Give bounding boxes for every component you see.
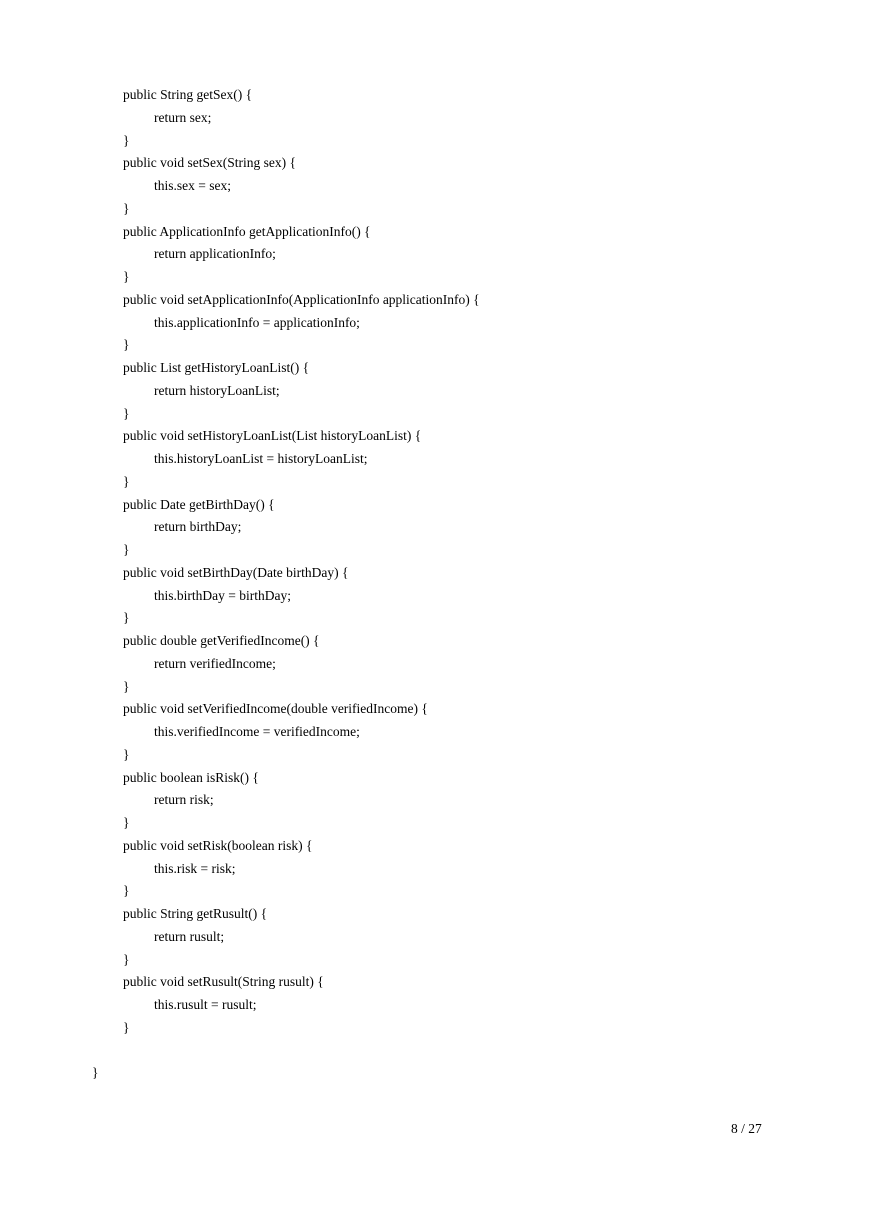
- class-closing-brace: }: [92, 1065, 99, 1080]
- code-line: }: [123, 269, 130, 284]
- code-line: }: [123, 951, 130, 967]
- code-line: }: [123, 542, 130, 557]
- code-line: public void setRisk(boolean risk) {: [123, 837, 313, 853]
- code-line: public void setRusult(String rusult) {: [123, 974, 324, 990]
- code-line: }: [123, 610, 130, 626]
- code-line: }: [123, 678, 130, 694]
- page-number: 8 / 27: [731, 1121, 762, 1136]
- code-line: public void setBirthDay(Date birthDay) {: [123, 564, 349, 580]
- code-line: public boolean isRisk() {: [123, 769, 259, 785]
- code-line: public List getHistoryLoanList() {: [123, 360, 310, 375]
- code-line: public Date getBirthDay() {: [123, 496, 275, 512]
- code-line: public String getSex() {: [123, 87, 253, 102]
- code-line: this.risk = risk;: [154, 860, 236, 876]
- code-line: public ApplicationInfo getApplicationInfo() {: [123, 223, 371, 239]
- code-line: return birthDay;: [154, 519, 242, 535]
- code-line: public double getVerifiedIncome() {: [123, 633, 320, 648]
- code-line: }: [123, 337, 130, 353]
- code-line: }: [123, 1019, 130, 1035]
- code-line: return risk;: [154, 792, 214, 808]
- code-line: return sex;: [154, 109, 212, 125]
- code-line: }: [123, 200, 130, 216]
- code-line: }: [123, 883, 130, 899]
- code-line: return applicationInfo;: [154, 246, 276, 262]
- code-line: this.birthDay = birthDay;: [154, 587, 291, 603]
- code-line: }: [123, 473, 130, 489]
- code-line: public void setHistoryLoanList(List historyLoanList) {: [123, 428, 422, 444]
- code-line: public void setVerifiedIncome(double verifiedIncome) {: [123, 701, 428, 717]
- code-line: public String getRusult() {: [123, 906, 268, 921]
- code-line: this.rusult = rusult;: [154, 997, 257, 1012]
- code-line: this.historyLoanList = historyLoanList;: [154, 451, 368, 466]
- code-line: public void setApplicationInfo(ApplicationInfo applicationInfo) {: [123, 291, 480, 307]
- code-line: public void setSex(String sex) {: [123, 155, 296, 171]
- code-line: }: [123, 746, 130, 762]
- code-line: this.applicationInfo = applicationInfo;: [154, 314, 360, 330]
- code-line: }: [123, 132, 130, 148]
- code-line: }: [123, 405, 130, 421]
- code-line: return verifiedIncome;: [154, 655, 276, 671]
- code-line: return historyLoanList;: [154, 382, 280, 398]
- code-block: [0, 84, 869, 1040]
- code-line: }: [123, 815, 130, 830]
- code-line: this.verifiedIncome = verifiedIncome;: [154, 724, 360, 739]
- code-line: this.sex = sex;: [154, 178, 231, 193]
- code-line: return rusult;: [154, 928, 225, 944]
